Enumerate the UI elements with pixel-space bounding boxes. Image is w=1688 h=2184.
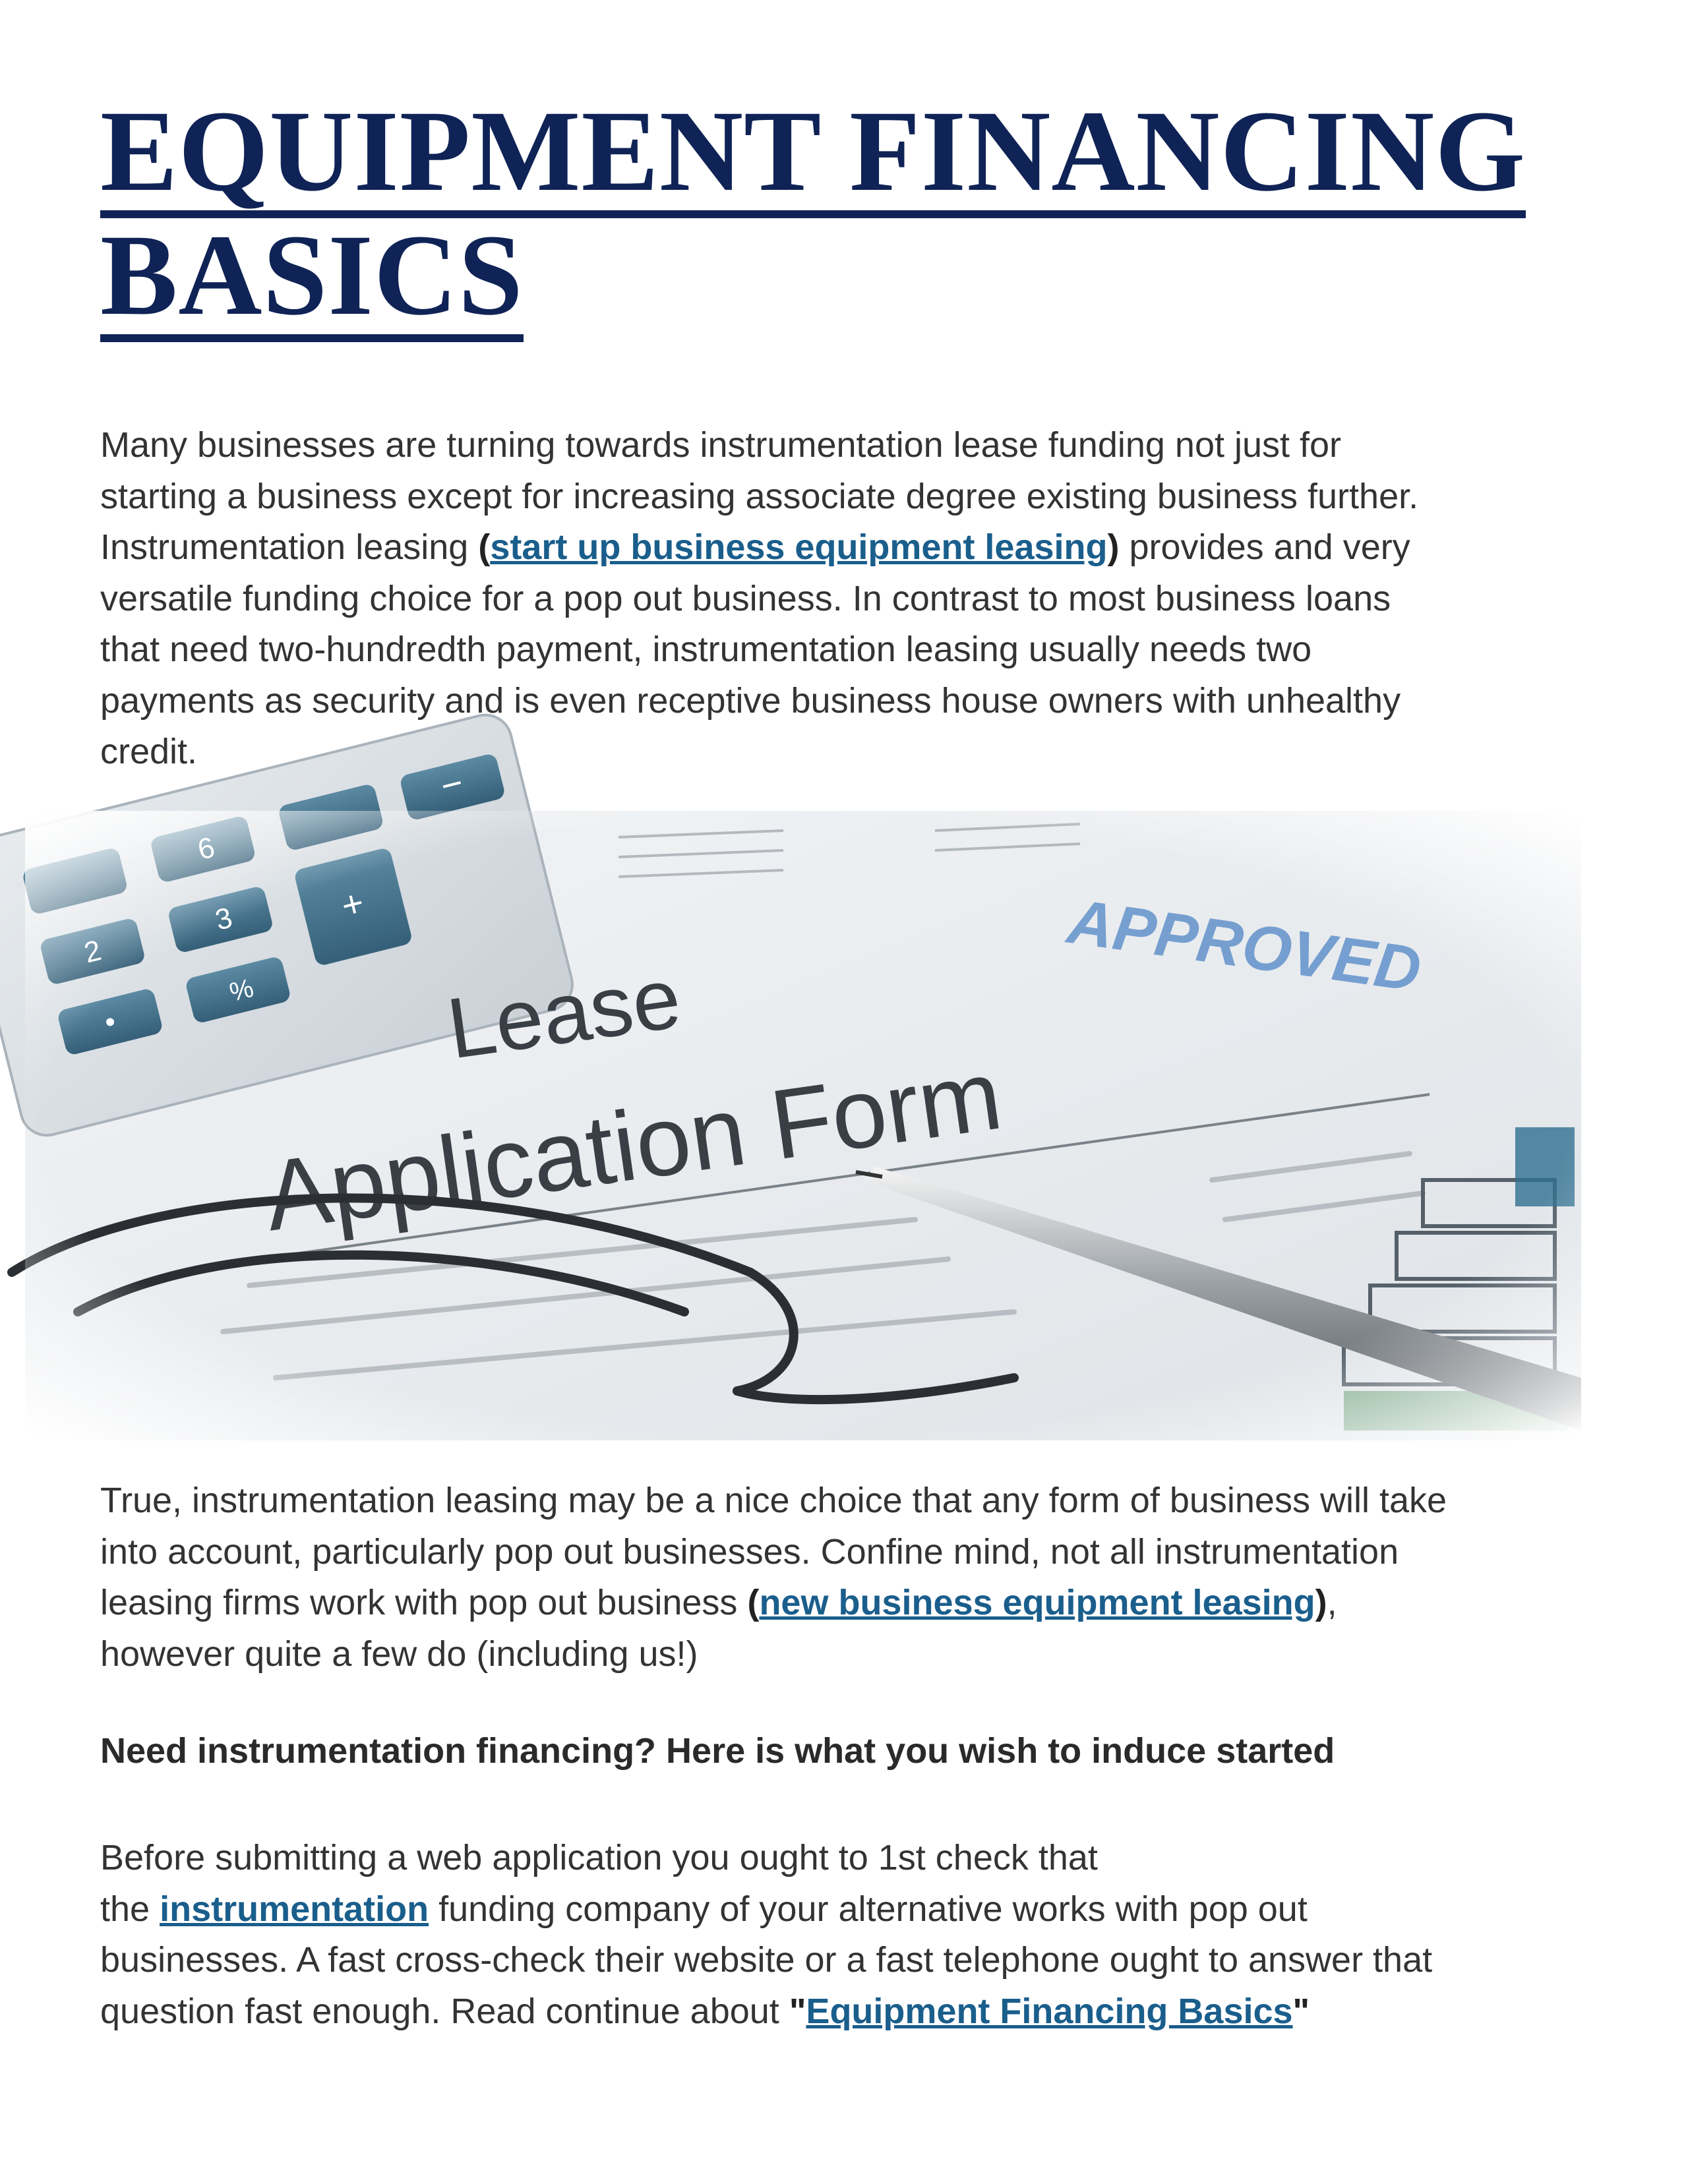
text-fragment: leasing firms work with pop out business	[100, 1583, 748, 1622]
instrumentation-link[interactable]: instrumentation	[160, 1889, 429, 1929]
text-line: however quite a few do (including us!)	[100, 1634, 698, 1674]
paren-close: )	[1107, 527, 1120, 567]
third-paragraph	[100, 1833, 1577, 2037]
title-line-2: BASICS	[100, 220, 524, 342]
text-fragment: provides and very	[1119, 527, 1410, 567]
paren-open: (	[478, 527, 491, 567]
quote-close: "	[1292, 1991, 1310, 2031]
lease-application-photo	[25, 761, 1581, 1440]
text-fragment: funding company of your alternative works with pop out	[429, 1889, 1308, 1929]
paren-open: (	[747, 1583, 760, 1622]
lease-form-illustration	[25, 761, 1581, 1440]
text-line: that need two-hundredth payment, instrumentation leasing usually needs two	[100, 630, 1312, 669]
text-line	[100, 522, 1577, 574]
text-line: into account, particularly pop out businesses. Confine mind, not all instrumentation	[100, 1531, 1399, 1572]
text-line: starting a business except for increasing associate degree existing business further.	[100, 476, 1419, 516]
new-business-equipment-leasing-link[interactable]: new business equipment leasing	[759, 1583, 1315, 1622]
section-heading: Need instrumentation financing? Here is what you wish to induce started	[100, 1731, 1335, 1771]
text-line: businesses. A fast cross-check their website or a fast telephone ought to answer that	[100, 1940, 1433, 1980]
photo-vignette	[25, 811, 1581, 1440]
text-line: credit.	[100, 732, 198, 771]
text-fragment: question fast enough. Read continue about	[100, 1991, 789, 2031]
startup-equipment-leasing-link[interactable]: start up business equipment leasing	[490, 527, 1108, 567]
intro-paragraph	[100, 420, 1577, 778]
text-line: True, instrumentation leasing may be a nice choice that any form of business will take	[100, 1481, 1447, 1520]
quote-open: "	[789, 1991, 806, 2031]
text-line: payments as security and is even receptive business house owners with unhealthy	[100, 680, 1401, 721]
text-fragment: Instrumentation leasing	[100, 527, 479, 567]
text-line	[100, 1986, 1577, 2038]
text-fragment: ,	[1327, 1583, 1337, 1622]
text-line: Many businesses are turning towards instrumentation lease funding not just for	[100, 425, 1342, 465]
text-line: versatile funding choice for a pop out business. In contrast to most business loans	[100, 578, 1391, 618]
key-label: −	[436, 761, 467, 807]
text-fragment: the	[100, 1889, 160, 1929]
text-line: Before submitting a web application you ought to 1st check that	[100, 1838, 1098, 1877]
paren-close: )	[1315, 1583, 1327, 1622]
title-line-1: EQUIPMENT FINANCING	[100, 96, 1526, 218]
text-line	[100, 1884, 1577, 1935]
second-paragraph	[100, 1475, 1577, 1680]
text-line	[100, 1578, 1577, 1629]
equipment-financing-basics-link[interactable]: Equipment Financing Basics	[806, 1991, 1293, 2031]
